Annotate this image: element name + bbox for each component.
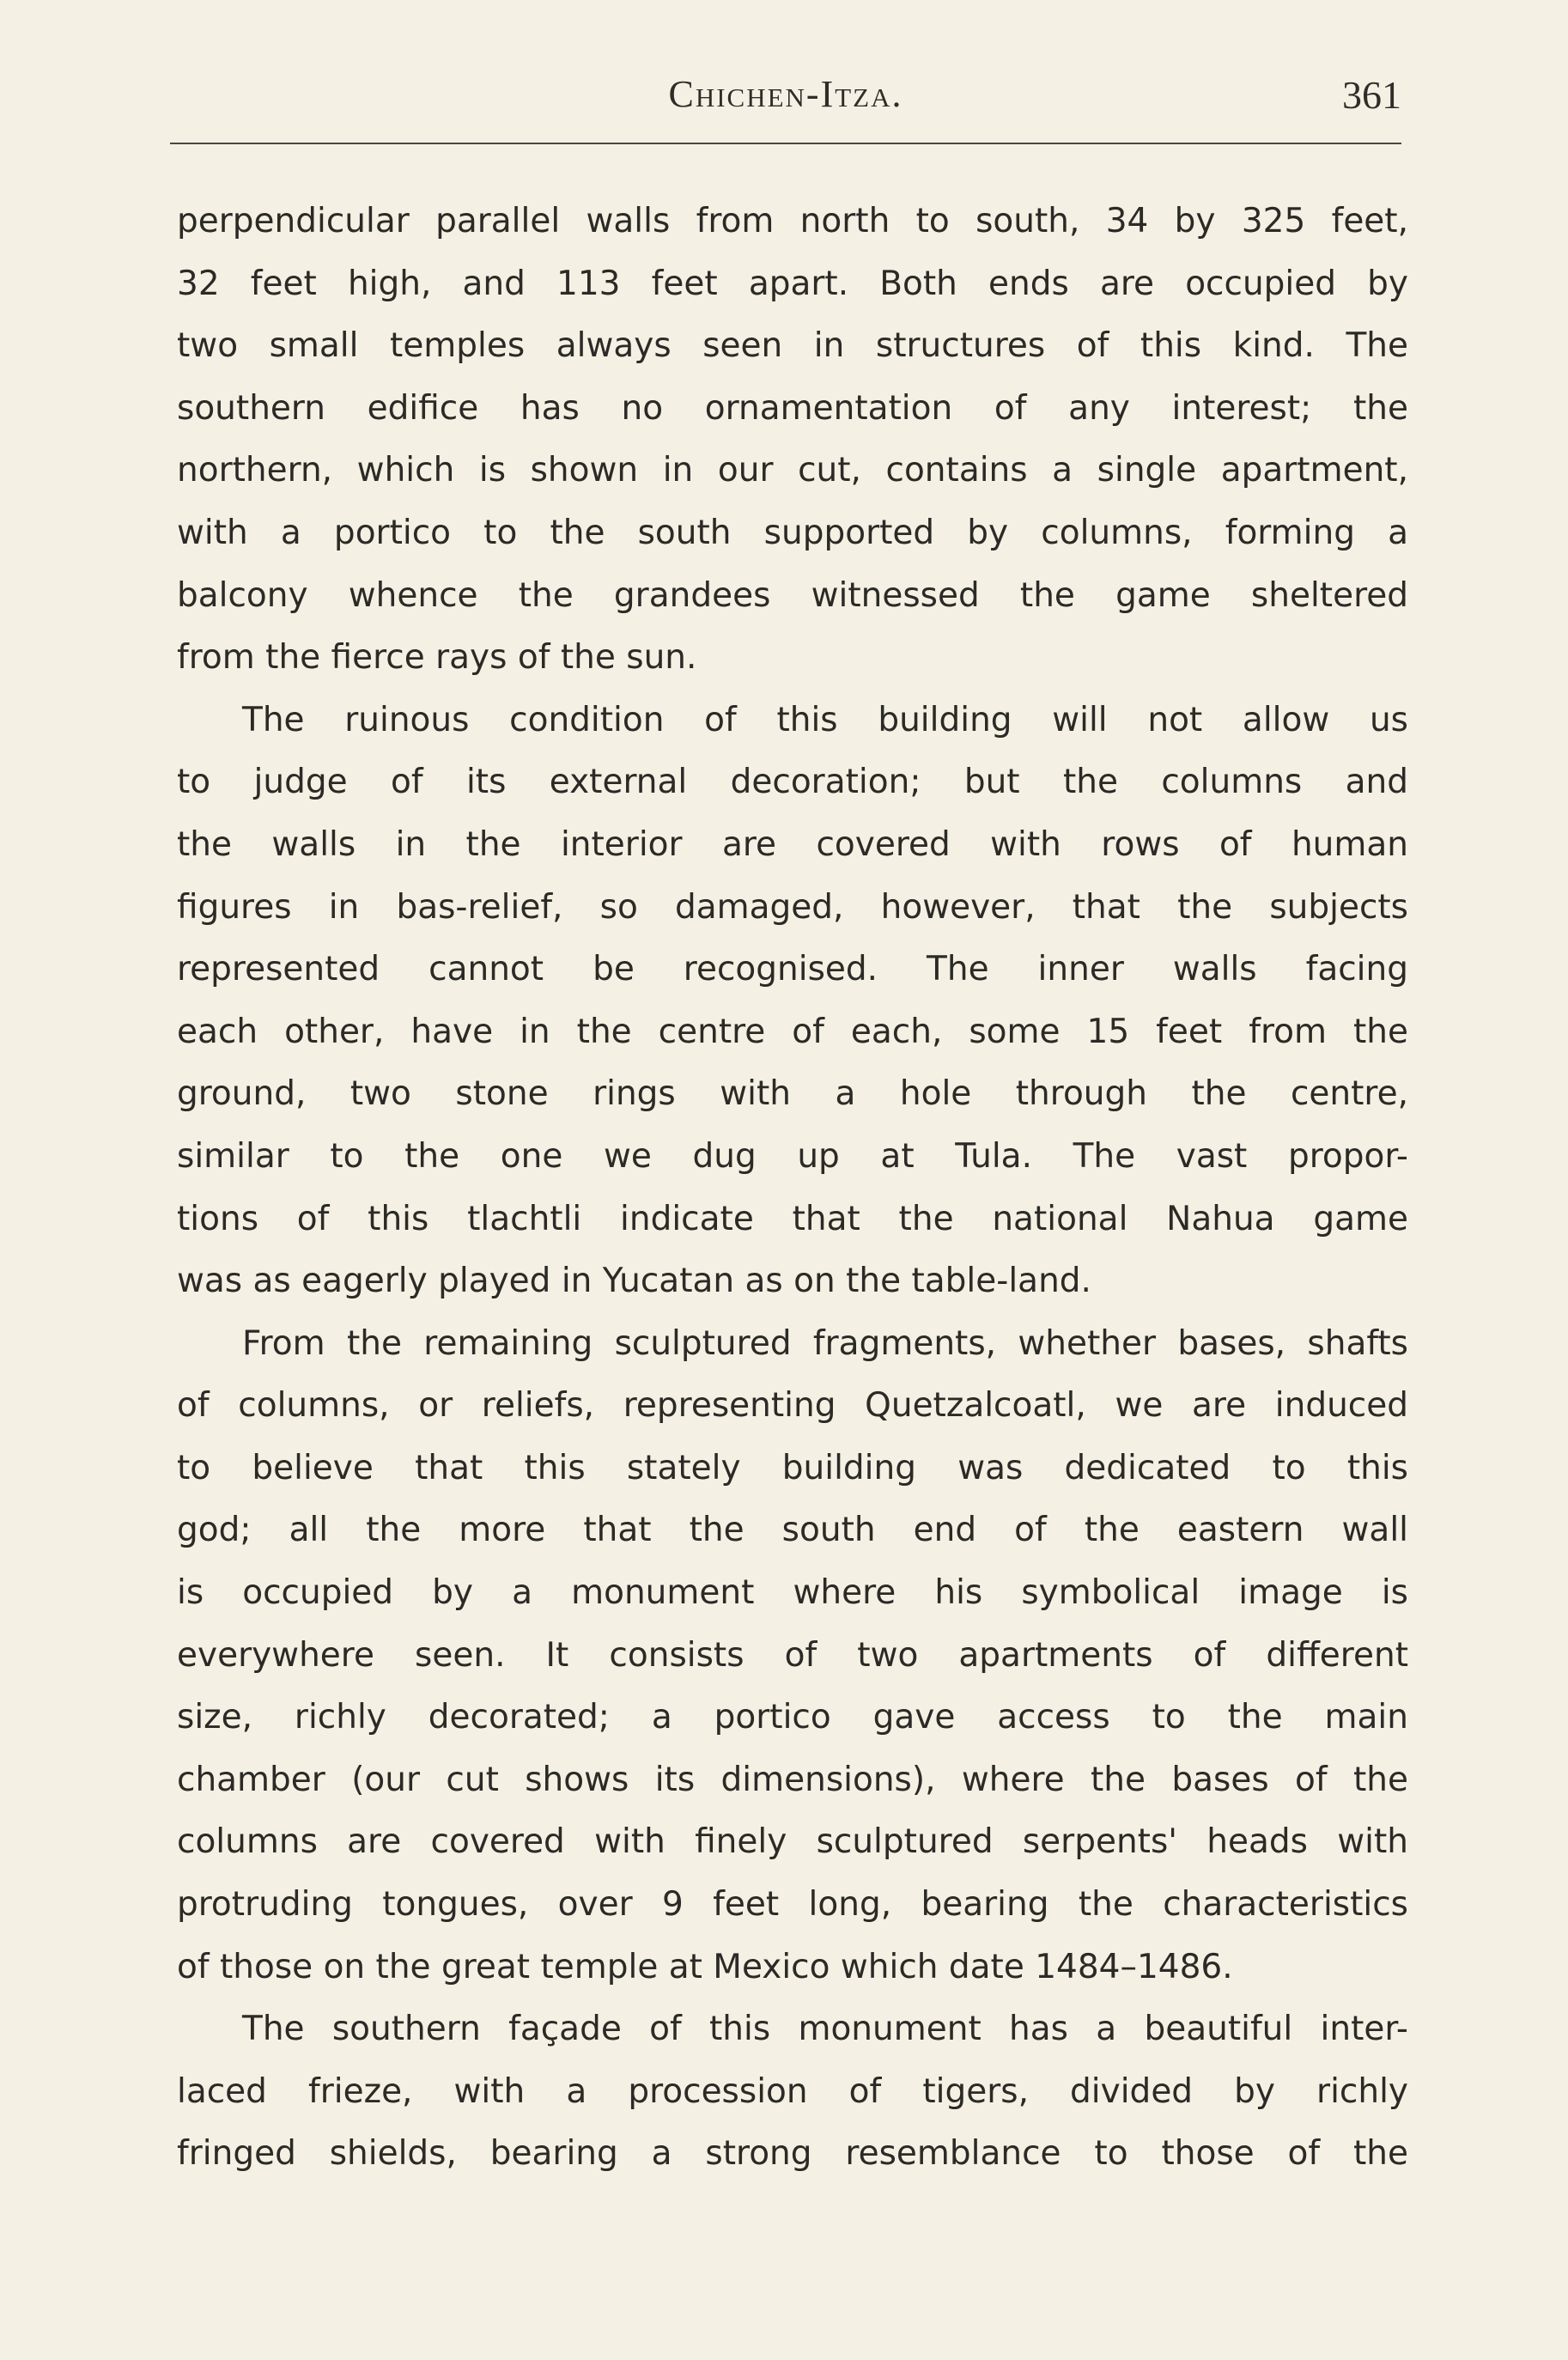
page-number: 361 bbox=[1342, 73, 1401, 117]
text-line: protruding tongues, over 9 feet long, bearing the characteristics bbox=[177, 1885, 1408, 1925]
text-line: figures in bas-relief, so damaged, however, that the subjects bbox=[177, 887, 1408, 927]
running-head bbox=[170, 72, 1401, 124]
text-line: to believe that this stately building was dedicated to this bbox=[177, 1448, 1408, 1487]
text-line: northern, which is shown in our cut, contains a single apartment, bbox=[177, 451, 1408, 490]
text-line: ground, two stone rings with a hole through the centre, bbox=[177, 1074, 1408, 1114]
text-line: from the fierce rays of the sun. bbox=[177, 638, 697, 678]
text-line: size, richly decorated; a portico gave access to the main bbox=[177, 1698, 1408, 1737]
text-line: laced frieze, with a procession of tigers, divided by richly bbox=[177, 2071, 1408, 2111]
text-line: The southern façade of this monument has a beautiful inter- bbox=[242, 2010, 1408, 2049]
text-line: to judge of its external decoration; but the columns and bbox=[177, 763, 1408, 802]
text-line: the walls in the interior are covered with rows of human bbox=[177, 824, 1408, 864]
text-line: southern edifice has no ornamentation of any interest; the bbox=[177, 388, 1408, 428]
text-line: columns are covered with finely sculptured serpents' heads with bbox=[177, 1822, 1408, 1862]
text-line: of columns, or reliefs, representing Quetzalcoatl, we are induced bbox=[177, 1386, 1408, 1426]
text-line: perpendicular parallel walls from north to south, 34 by 325 feet, bbox=[177, 202, 1408, 240]
text-line: of those on the great temple at Mexico which date 1484–1486. bbox=[177, 1947, 1233, 1986]
text-line: each other, have in the centre of each, some 15 feet from the bbox=[177, 1012, 1408, 1051]
text-line: with a portico to the south supported by columns, forming a bbox=[177, 513, 1408, 552]
text-line: similar to the one we dug up at Tula. The vast propor- bbox=[177, 1136, 1408, 1176]
text-line: everywhere seen. It consists of two apartments of different bbox=[177, 1635, 1408, 1675]
text-line: fringed shields, bearing a strong resemblance to those of the bbox=[177, 2134, 1408, 2174]
text-line: chamber (our cut shows its dimensions), where the bases of the bbox=[177, 1760, 1408, 1799]
text-line: is occupied by a monument where his symbolical image is bbox=[177, 1573, 1408, 1613]
text-line: balcony whence the grandees witnessed the game sheltered bbox=[177, 575, 1408, 615]
text-line: From the remaining sculptured fragments, whether bases, shafts bbox=[242, 1323, 1408, 1363]
header-rule bbox=[170, 143, 1401, 144]
text-line: tions of this tlachtli indicate that the national Nahua game bbox=[177, 1199, 1408, 1238]
text-line: two small temples always seen in structures of this kind. The bbox=[177, 326, 1408, 366]
text-line: god; all the more that the south end of the eastern wall bbox=[177, 1511, 1408, 1550]
text-line: was as eagerly played in Yucatan as on the table-land. bbox=[177, 1262, 1091, 1301]
text-line: 32 feet high, and 113 feet apart. Both ends are occupied by bbox=[177, 264, 1408, 303]
text-line: The ruinous condition of this building will not allow us bbox=[242, 700, 1408, 739]
text-line: represented cannot be recognised. The inner walls facing bbox=[177, 950, 1408, 989]
running-title: Chichen-Itza. bbox=[668, 73, 903, 115]
body-text bbox=[177, 191, 1408, 2186]
